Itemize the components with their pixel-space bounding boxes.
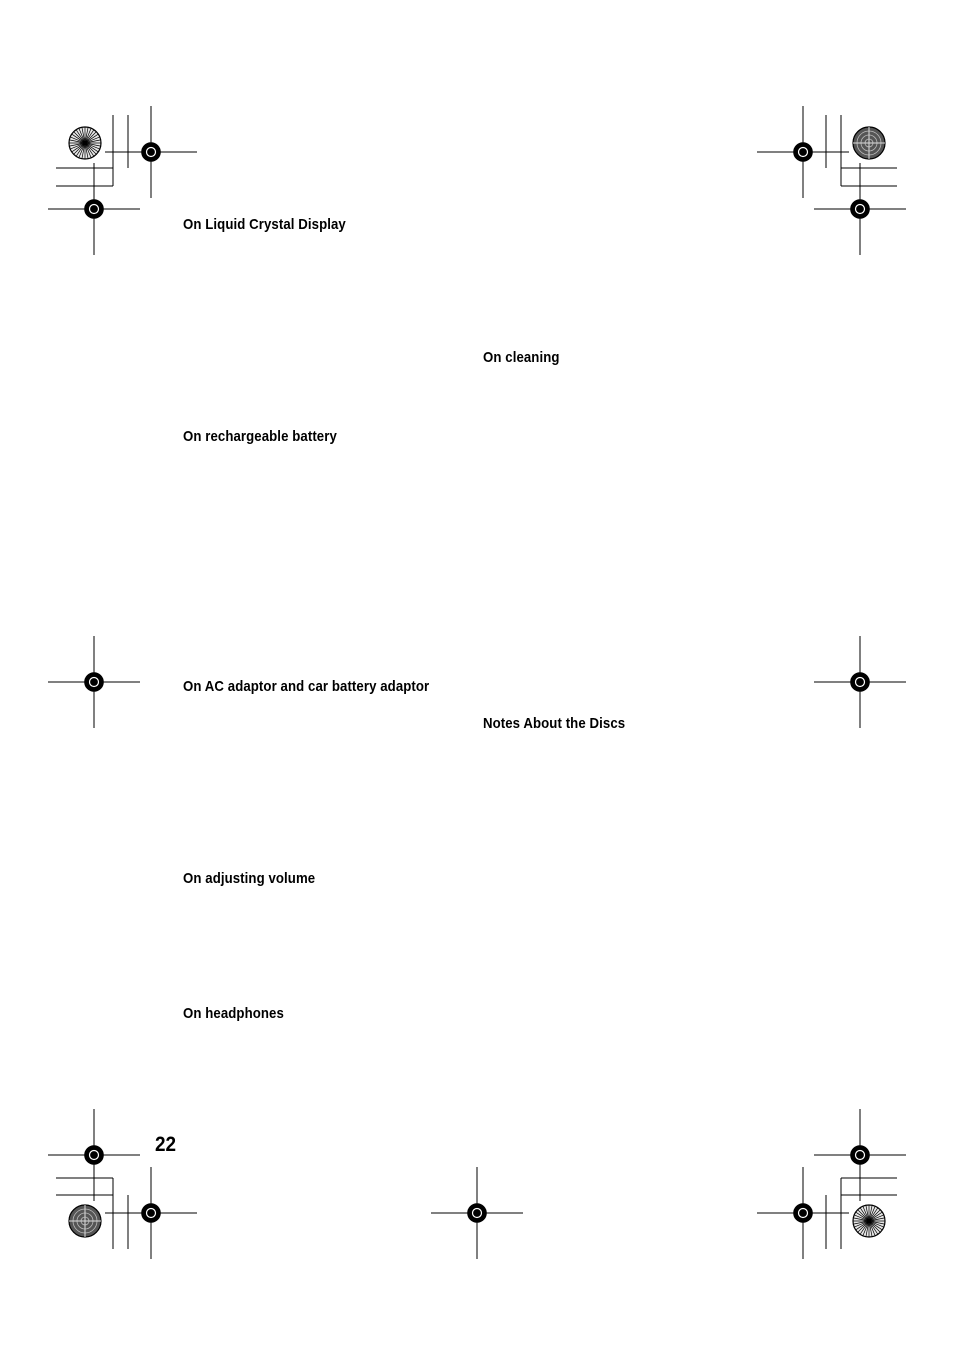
registration-mark-icon xyxy=(814,163,906,255)
registration-mark-icon xyxy=(757,1167,849,1259)
heading-cleaning: On cleaning xyxy=(483,349,560,366)
heading-lcd: On Liquid Crystal Display xyxy=(183,216,346,233)
registration-mark-icon xyxy=(814,636,906,728)
registration-mark-icon xyxy=(48,1109,140,1201)
registration-mark-icon xyxy=(48,163,140,255)
page-number: 22 xyxy=(155,1133,177,1156)
color-target-icon xyxy=(853,127,885,159)
registration-mark-icon xyxy=(105,106,197,198)
registration-mark-icon xyxy=(48,636,140,728)
color-target-icon xyxy=(853,1205,885,1237)
heading-volume: On adjusting volume xyxy=(183,870,316,887)
registration-mark-icon xyxy=(431,1167,523,1259)
color-target-icon xyxy=(69,1205,101,1237)
registration-mark-icon xyxy=(105,1167,197,1259)
heading-headphones: On headphones xyxy=(183,1005,284,1022)
heading-discs: Notes About the Discs xyxy=(483,715,626,732)
heading-battery: On rechargeable battery xyxy=(183,428,337,445)
heading-adaptor: On AC adaptor and car battery adaptor xyxy=(183,678,430,695)
registration-mark-icon xyxy=(757,106,849,198)
registration-mark-icon xyxy=(814,1109,906,1201)
color-target-icon xyxy=(69,127,101,159)
